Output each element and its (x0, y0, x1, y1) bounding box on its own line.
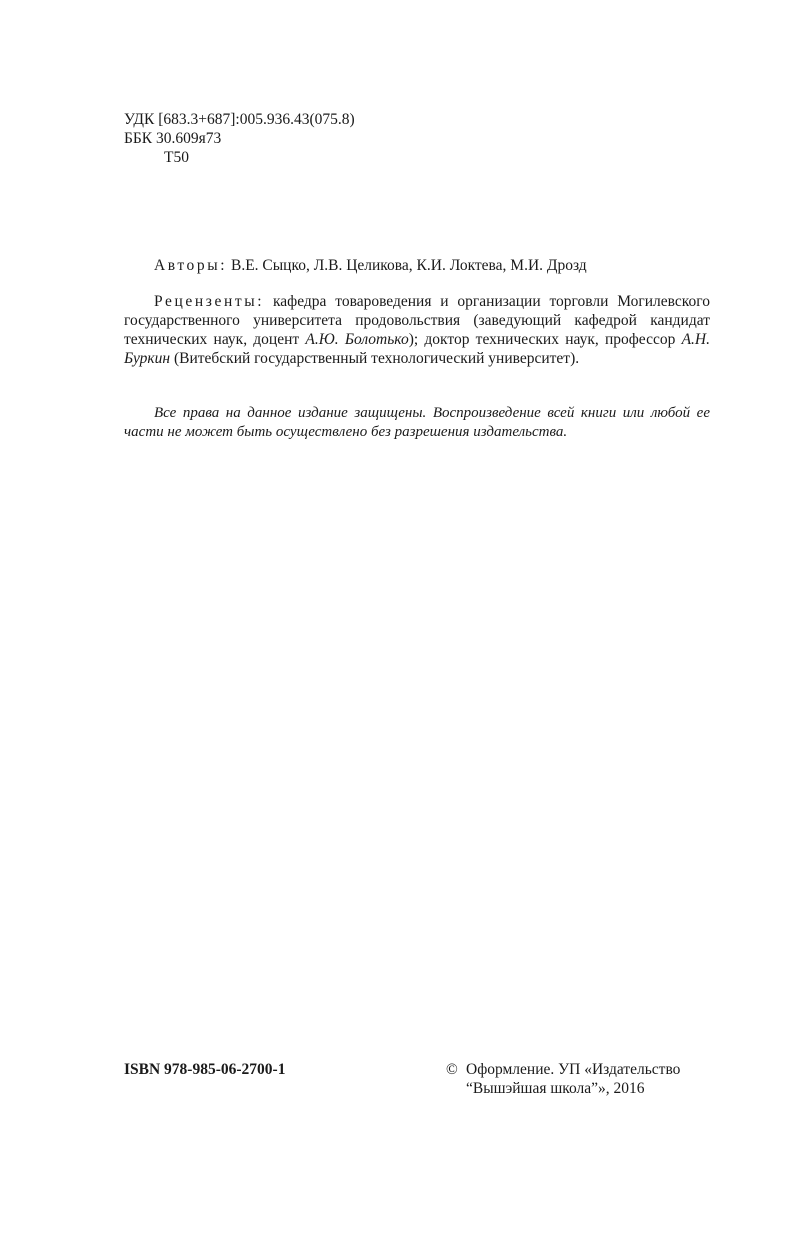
reviewer-name-1: А.Ю. Болотько (305, 331, 409, 348)
rights-notice: Все права на данное издание защищены. Воспроизведение всей книги или любой ее части не может быть осуществлено без разрешения издательства. (124, 405, 710, 440)
reviewers-label: Рецензенты: (154, 293, 265, 310)
authors-label: Авторы: (154, 257, 228, 274)
udk-code: УДК [683.3+687]:005.936.43(075.8) (124, 111, 355, 128)
copyright-text-1: Оформление. УП «Издательство (466, 1061, 681, 1078)
copyright-notice (446, 1060, 726, 1098)
author-mark: Т50 (164, 149, 189, 166)
reviewer-name-2: А.Н. Буркин (124, 331, 710, 367)
classification-block (124, 110, 524, 167)
copyright-line-1 (446, 1060, 726, 1079)
authors-names: В.Е. Сыцко, Л.В. Целикова, К.И. Локтева, М.И. Дрозд (227, 257, 587, 274)
reviewers-paragraph (124, 292, 710, 368)
reviewers-text-part3: (Витебский государственный технологический университет). (170, 350, 580, 367)
bbk-code: ББК 30.609я73 (124, 130, 222, 147)
reviewers-text-part2: ); доктор технических наук, профессор (408, 331, 682, 348)
copyright-symbol: © (446, 1061, 458, 1078)
isbn-number: ISBN 978-985-06-2700-1 (124, 1061, 286, 1078)
copyright-line-2: “Вышэйшая школа”», 2016 (466, 1080, 645, 1097)
authors-line (124, 256, 710, 275)
reviewers-text-part1: кафедра товароведения и организации торговли Могилевского государственного университета продовольствия (заведующий кафедрой кандидат технических наук, доцент (124, 293, 710, 348)
